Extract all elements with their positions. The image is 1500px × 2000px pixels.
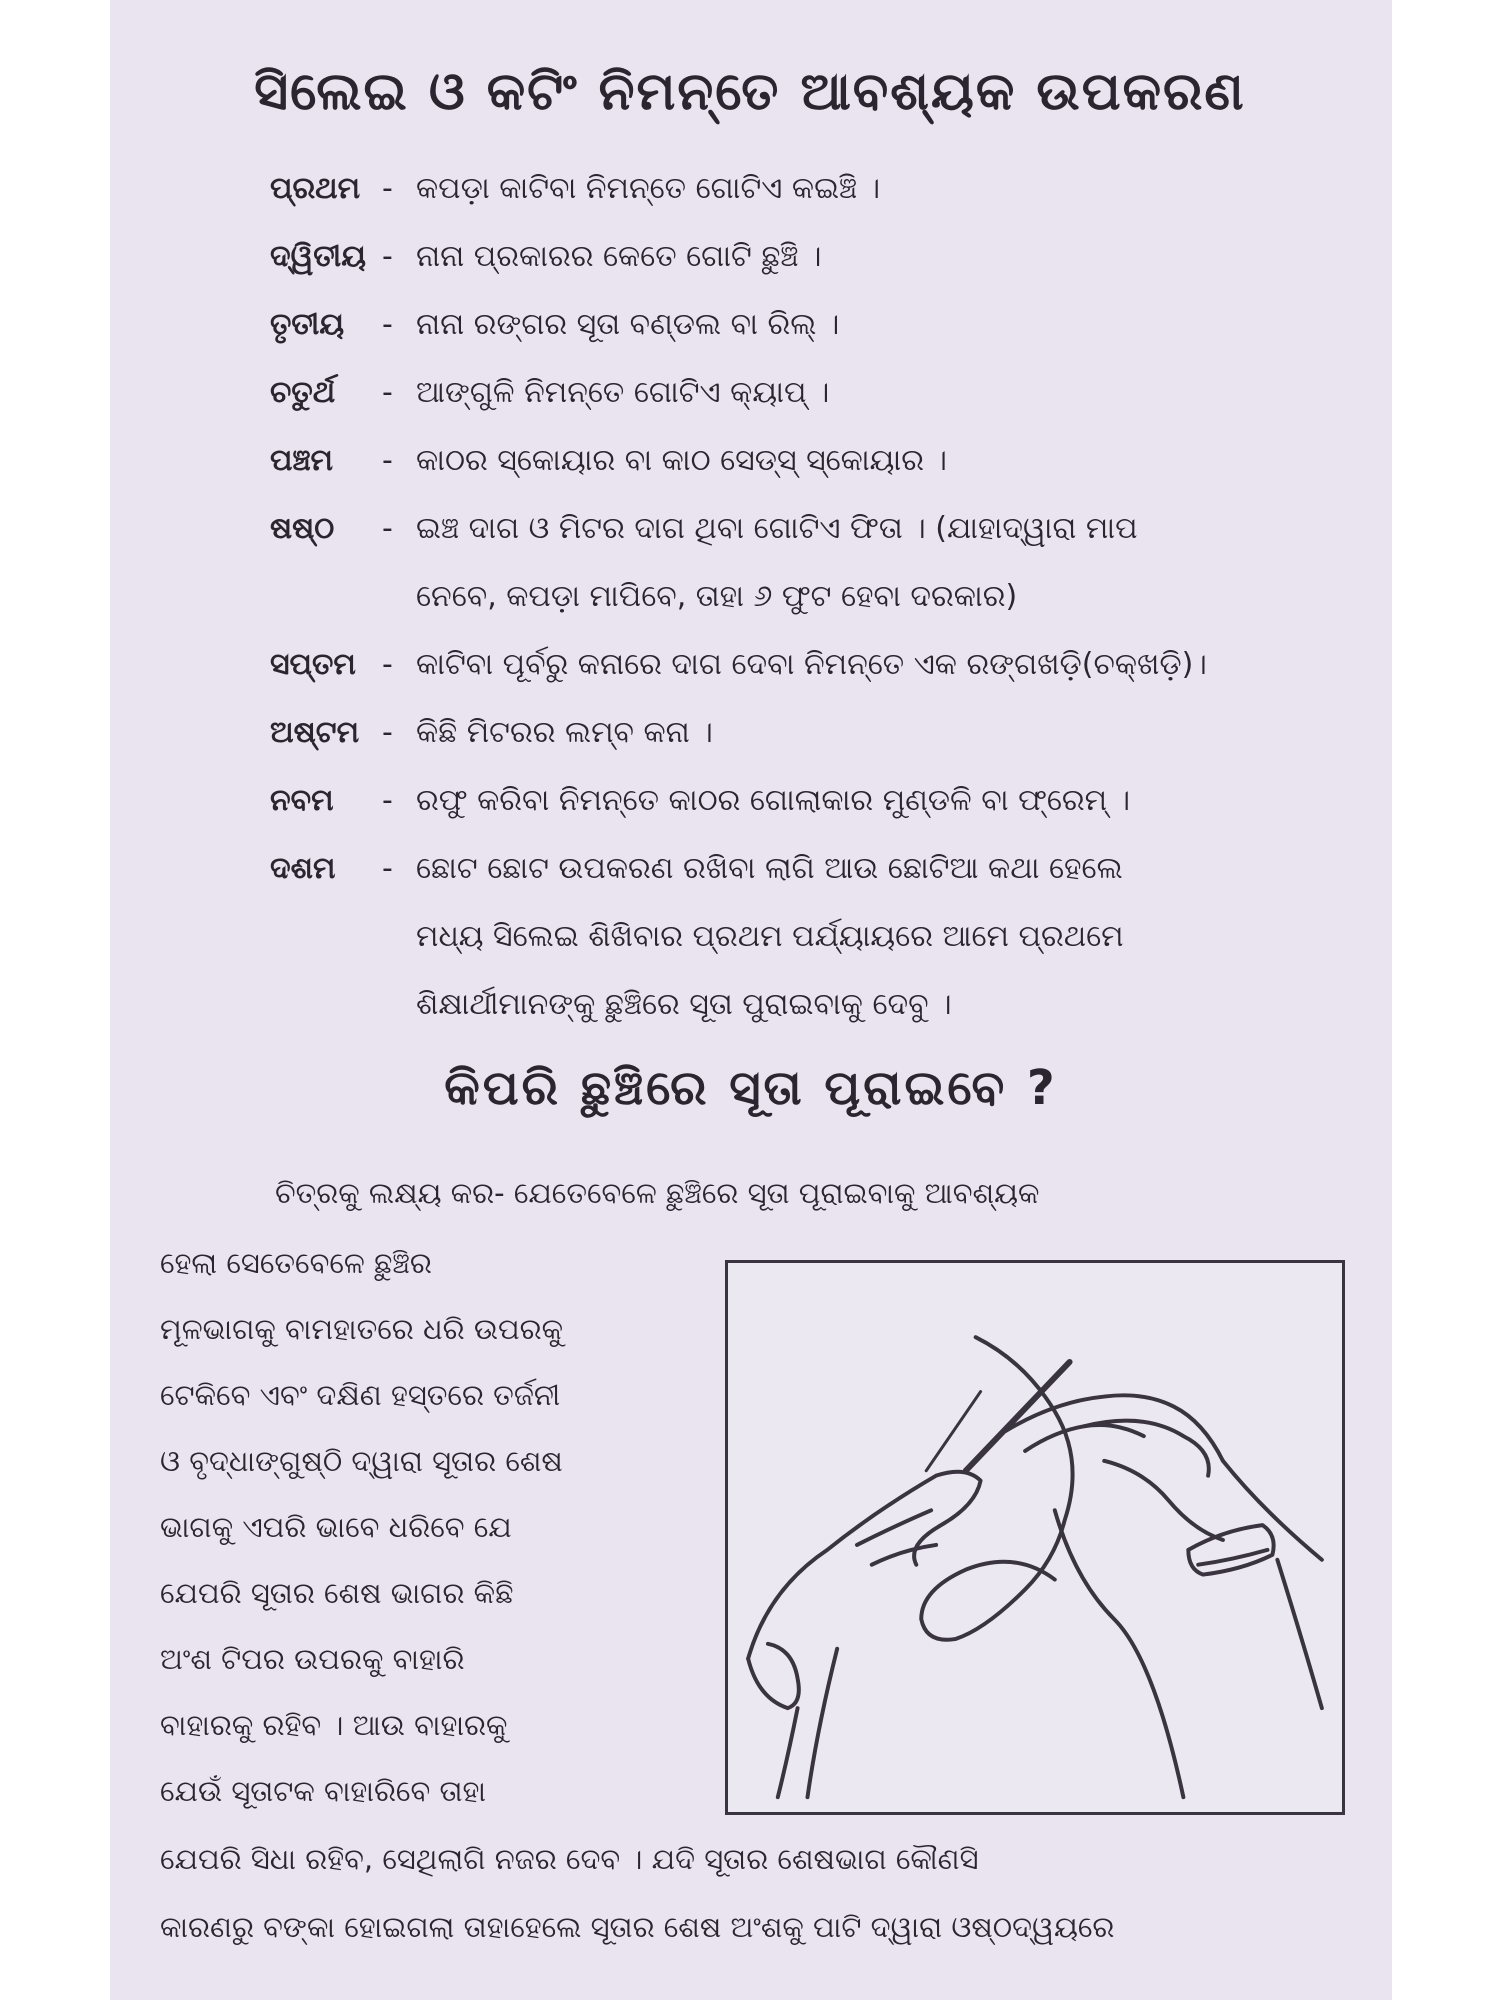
list-item-line: କାଠର ସ୍କୋୟାର ବା କାଠ ସେଡ୍‌ସ୍ ସ୍କୋୟାର । bbox=[416, 443, 948, 478]
list-item bbox=[270, 291, 1350, 359]
needle-threading-illustration bbox=[725, 1260, 1345, 1815]
text-line: ହେଲା ସେତେବେଳେ ଛୁଞ୍ଚିର bbox=[160, 1246, 432, 1280]
text-line: ଭାଗକୁ ଏପରି ଭାବେ ଧରିବେ ଯେ bbox=[160, 1510, 512, 1544]
list-item bbox=[270, 427, 1350, 495]
text-line: ଟେକିବେ ଏବଂ ଦକ୍ଷିଣ ହସ୍ତରେ ତର୍ଜନୀ bbox=[160, 1378, 561, 1412]
list-item-text bbox=[416, 223, 1350, 291]
text-line: ଯେପରି ସୂତାର ଶେଷ ଭାଗର କିଛି bbox=[160, 1576, 514, 1610]
list-dash: - bbox=[382, 647, 393, 682]
list-item-line: ଆଙ୍ଗୁଳି ନିମନ୍ତେ ଗୋଟିଏ କ୍ୟାପ୍ । bbox=[416, 375, 830, 410]
list-item bbox=[270, 495, 1350, 631]
list-item-label: ଦଶମ bbox=[270, 851, 336, 886]
list-item-line: ନାନା ପ୍ରକାରର କେତେ ଗୋଟି ଛୁଞ୍ଚି । bbox=[416, 239, 822, 274]
list-item-text bbox=[416, 767, 1350, 835]
closing-paragraph bbox=[160, 1825, 1360, 1961]
list-item-text bbox=[416, 495, 1350, 631]
list-item-continuation: ନେବେ, କପଡ଼ା ମାପିବେ, ତାହା ୬ ଫୁଟ ହେବା ଦରକାର) bbox=[416, 579, 1018, 614]
list-dash: - bbox=[382, 851, 393, 886]
list-item-continuation: ଶିକ୍ଷାର୍ଥୀମାନଙ୍କୁ ଛୁଞ୍ଚିରେ ସୂତା ପୁରାଇବାକୁ ଦେବୁ । bbox=[416, 987, 952, 1022]
list-item-text bbox=[416, 699, 1350, 767]
text-line: ଅଂଶ ଟିପର ଉପରକୁ ବାହାରି bbox=[160, 1642, 465, 1676]
list-item-label: ପଞ୍ଚମ bbox=[270, 443, 333, 478]
text-line: ବାହାରକୁ ରହିବ । ଆଉ ବାହାରକୁ bbox=[160, 1708, 508, 1742]
list-item-line: ରଫୁ କରିବା ନିମନ୍ତେ କାଠର ଗୋଲାକାର ମୁଣ୍ଡଳି ବା ଫ୍ରେମ୍ । bbox=[416, 783, 1131, 818]
list-item-label: ସପ୍ତମ bbox=[270, 647, 356, 682]
list-dash: - bbox=[382, 239, 393, 274]
list-item bbox=[270, 359, 1350, 427]
list-dash: - bbox=[382, 783, 393, 818]
list-dash: - bbox=[382, 443, 393, 478]
list-dash: - bbox=[382, 511, 393, 546]
list-item-label: ତୃତୀୟ bbox=[270, 307, 345, 342]
list-item-text bbox=[416, 835, 1350, 1039]
section-heading: କିପରି ଛୁଞ୍ଚିରେ ସୂତା ପୂରାଇବେ ? bbox=[444, 1060, 1058, 1116]
tools-list bbox=[270, 155, 1350, 1039]
list-item-line: ନାନା ରଙ୍ଗର ସୂତା ବଣ୍ଡଲ ବା ରିଲ୍ । bbox=[416, 307, 840, 342]
list-item-line: ଇଞ୍ଚ ଦାଗ ଓ ମିଟର ଦାଗ ଥିବା ଗୋଟିଏ ଫିତା । (ଯାହାଦ୍ୱାରା ମାପ bbox=[416, 511, 1138, 546]
list-item bbox=[270, 631, 1350, 699]
list-dash: - bbox=[382, 715, 393, 750]
list-item-line: କପଡ଼ା କାଟିବା ନିମନ୍ତେ ଗୋଟିଏ କଇଞ୍ଚି । bbox=[416, 171, 881, 206]
text-line: ମୂଳଭାଗକୁ ବାମହାତରେ ଧରି ଉପରକୁ bbox=[160, 1312, 564, 1346]
text-line: ଯେପରି ସିଧା ରହିବ, ସେଥିଲାଗି ନଜର ଦେବ । ଯଦି ସୂତାର ଶେଷଭାଗ କୌଣସି bbox=[160, 1842, 979, 1876]
text-line: ଓ ବୃଦ୍ଧାଙ୍ଗୁଷ୍ଠି ଦ୍ୱାରା ସୂତାର ଶେଷ bbox=[160, 1444, 563, 1478]
list-item-label: ଷଷ୍ଠ bbox=[270, 511, 335, 546]
list-item bbox=[270, 223, 1350, 291]
list-item-label: ଦ୍ୱିତୀୟ bbox=[270, 239, 366, 274]
list-item-label: ଚତୁର୍ଥ bbox=[270, 375, 336, 410]
book-page bbox=[110, 0, 1392, 2000]
instruction-column bbox=[160, 1230, 750, 1824]
list-item bbox=[270, 835, 1350, 1039]
list-item bbox=[270, 767, 1350, 835]
page-title: ସିଲେଇ ଓ କଟିଂ ନିମନ୍ତେ ଆବଶ୍ୟକ ଉପକରଣ bbox=[254, 62, 1246, 122]
list-item bbox=[270, 155, 1350, 223]
list-item-text bbox=[416, 631, 1350, 699]
list-item-text bbox=[416, 359, 1350, 427]
list-item bbox=[270, 699, 1350, 767]
list-item-line: ଛୋଟ ଛୋଟ ଉପକରଣ ରଖିବା ଲାଗି ଆଉ ଛୋଟିଆ କଥା ହେଲେ bbox=[416, 851, 1123, 886]
intro-paragraph: ଚିତ୍ରକୁ ଲକ୍ଷ୍ୟ କର- ଯେତେବେଳେ ଛୁଞ୍ଚିରେ ସୂତା ପୂରାଇବାକୁ ଆବଶ୍ୟକ bbox=[275, 1176, 1040, 1210]
list-item-label: ନବମ bbox=[270, 783, 334, 818]
list-dash: - bbox=[382, 171, 393, 206]
list-item-text bbox=[416, 155, 1350, 223]
list-item-label: ଅଷ୍ଟମ bbox=[270, 715, 360, 750]
list-item-continuation: ମଧ୍ୟ ସିଲେଇ ଶିଖିବାର ପ୍ରଥମ ପର୍ଯ୍ୟାୟରେ ଆମେ ପ୍ରଥମେ bbox=[416, 919, 1124, 954]
list-dash: - bbox=[382, 307, 393, 342]
list-item-text bbox=[416, 427, 1350, 495]
list-item-text bbox=[416, 291, 1350, 359]
list-dash: - bbox=[382, 375, 393, 410]
list-item-label: ପ୍ରଥମ bbox=[270, 171, 361, 206]
list-item-line: କାଟିବା ପୂର୍ବରୁ କନାରେ ଦାଗ ଦେବା ନିମନ୍ତେ ଏକ ରଙ୍ଗଖଡ଼ି(ଚକ୍‌ଖଡ଼ି)। bbox=[416, 647, 1207, 682]
list-item-line: କିଛି ମିଟରର ଲମ୍ବ କନା । bbox=[416, 715, 713, 750]
text-line: ଯେଉଁ ସୂତାଟକ ବାହାରିବେ ତାହା bbox=[160, 1774, 487, 1808]
hands-threading-needle-drawing bbox=[728, 1263, 1342, 1812]
text-line: କାରଣରୁ ବଙ୍କା ହୋଇଗଲା ତାହାହେଲେ ସୂତାର ଶେଷ ଅଂଶକୁ ପାଟି ଦ୍ୱାରା ଓଷ୍ଠଦ୍ୱୟରେ bbox=[160, 1910, 1115, 1944]
